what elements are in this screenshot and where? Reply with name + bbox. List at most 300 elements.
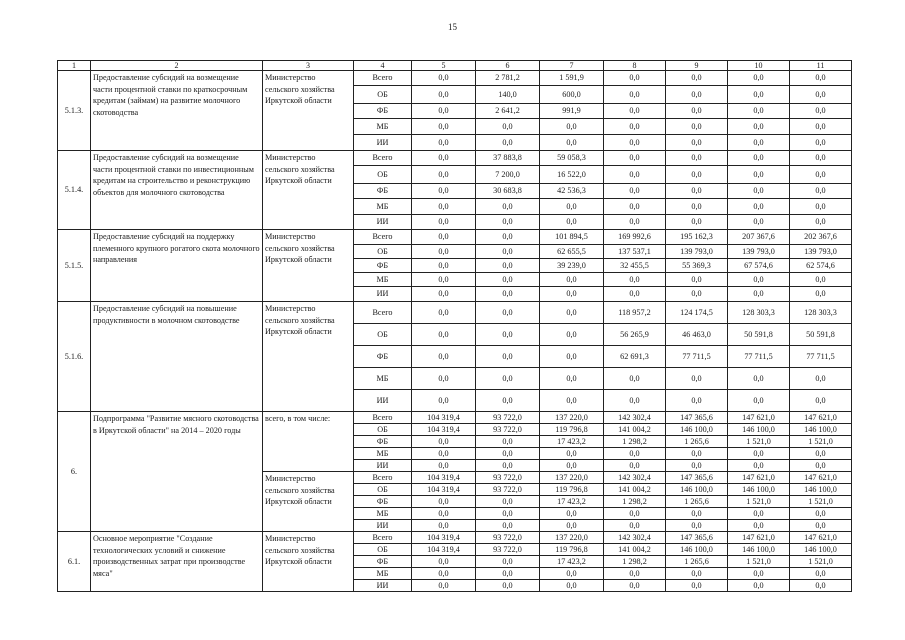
amount-cell: 0,0 (540, 215, 604, 230)
funding-source: ОБ (354, 424, 412, 436)
amount-cell: 0,0 (790, 580, 852, 592)
amount-cell: 141 004,2 (604, 544, 666, 556)
amount-cell: 101 894,5 (540, 230, 604, 245)
amount-cell: 0,0 (412, 520, 476, 532)
amount-cell: 0,0 (412, 119, 476, 135)
amount-cell: 7 200,0 (476, 166, 540, 184)
amount-cell: 0,0 (604, 508, 666, 520)
amount-cell: 139 793,0 (666, 245, 728, 259)
amount-cell: 0,0 (728, 71, 790, 86)
amount-cell: 0,0 (728, 273, 790, 287)
amount-cell: 2 781,2 (476, 71, 540, 86)
amount-cell: 137 220,0 (540, 532, 604, 544)
amount-cell: 93 722,0 (476, 484, 540, 496)
amount-cell: 104 319,4 (412, 424, 476, 436)
amount-cell: 104 319,4 (412, 484, 476, 496)
amount-cell: 169 992,6 (604, 230, 666, 245)
amount-cell: 0,0 (540, 135, 604, 151)
executor: Министерство сельского хозяйства Иркутской области (263, 230, 354, 302)
amount-cell: 0,0 (412, 259, 476, 273)
amount-cell: 140,0 (476, 86, 540, 104)
executor: Министерство сельского хозяйства Иркутской области (263, 532, 354, 592)
amount-cell: 0,0 (604, 184, 666, 199)
amount-cell: 1 521,0 (728, 556, 790, 568)
funding-source: ИИ (354, 135, 412, 151)
amount-cell: 0,0 (604, 390, 666, 412)
amount-cell: 0,0 (476, 287, 540, 302)
amount-cell: 93 722,0 (476, 424, 540, 436)
funding-source: ОБ (354, 484, 412, 496)
amount-cell: 0,0 (412, 184, 476, 199)
amount-cell: 0,0 (476, 135, 540, 151)
amount-cell: 0,0 (604, 273, 666, 287)
amount-cell: 50 591,8 (728, 324, 790, 346)
amount-cell: 147 365,6 (666, 412, 728, 424)
amount-cell: 1 265,6 (666, 436, 728, 448)
amount-cell: 56 265,9 (604, 324, 666, 346)
item-description: Предоставление субсидий на повышение продуктивности в молочном скотоводстве (91, 302, 263, 412)
amount-cell: 0,0 (666, 580, 728, 592)
amount-cell: 16 522,0 (540, 166, 604, 184)
amount-cell: 0,0 (604, 580, 666, 592)
amount-cell: 0,0 (540, 324, 604, 346)
amount-cell: 147 621,0 (728, 412, 790, 424)
item-number: 5.1.5. (58, 230, 91, 302)
amount-cell: 0,0 (790, 151, 852, 166)
amount-cell: 104 319,4 (412, 412, 476, 424)
amount-cell: 0,0 (790, 104, 852, 119)
funding-source: Всего (354, 71, 412, 86)
amount-cell: 0,0 (412, 199, 476, 215)
amount-cell: 146 100,0 (728, 424, 790, 436)
amount-cell: 0,0 (540, 273, 604, 287)
amount-cell: 0,0 (412, 436, 476, 448)
amount-cell: 0,0 (412, 460, 476, 472)
amount-cell: 0,0 (604, 151, 666, 166)
column-header: 4 (354, 61, 412, 71)
amount-cell: 0,0 (728, 508, 790, 520)
amount-cell: 128 303,3 (728, 302, 790, 324)
amount-cell: 0,0 (728, 215, 790, 230)
funding-source: МБ (354, 508, 412, 520)
amount-cell: 0,0 (728, 460, 790, 472)
amount-cell: 0,0 (666, 390, 728, 412)
amount-cell: 0,0 (666, 71, 728, 86)
funding-source: ИИ (354, 215, 412, 230)
column-header: 5 (412, 61, 476, 71)
item-number: 6.1. (58, 532, 91, 592)
amount-cell: 118 957,2 (604, 302, 666, 324)
amount-cell: 207 367,6 (728, 230, 790, 245)
amount-cell: 119 796,8 (540, 544, 604, 556)
amount-cell: 104 319,4 (412, 472, 476, 484)
amount-cell: 55 369,3 (666, 259, 728, 273)
amount-cell: 0,0 (666, 86, 728, 104)
funding-source: ИИ (354, 580, 412, 592)
funding-source: МБ (354, 368, 412, 390)
amount-cell: 0,0 (666, 135, 728, 151)
amount-cell: 0,0 (604, 215, 666, 230)
amount-cell: 0,0 (540, 448, 604, 460)
column-header: 2 (91, 61, 263, 71)
amount-cell: 0,0 (476, 302, 540, 324)
amount-cell: 0,0 (540, 390, 604, 412)
amount-cell: 142 302,4 (604, 532, 666, 544)
amount-cell: 0,0 (476, 508, 540, 520)
amount-cell: 104 319,4 (412, 544, 476, 556)
amount-cell: 146 100,0 (666, 544, 728, 556)
amount-cell: 0,0 (412, 568, 476, 580)
amount-cell: 0,0 (476, 368, 540, 390)
amount-cell: 0,0 (412, 71, 476, 86)
funding-source: МБ (354, 199, 412, 215)
executor: Министерство сельского хозяйства Иркутской области (263, 71, 354, 151)
amount-cell: 0,0 (476, 496, 540, 508)
amount-cell: 77 711,5 (790, 346, 852, 368)
amount-cell: 0,0 (666, 199, 728, 215)
page-number: 15 (448, 22, 457, 32)
amount-cell: 0,0 (412, 580, 476, 592)
amount-cell: 0,0 (412, 215, 476, 230)
amount-cell: 0,0 (412, 135, 476, 151)
amount-cell: 0,0 (412, 166, 476, 184)
amount-cell: 0,0 (476, 568, 540, 580)
amount-cell: 0,0 (604, 368, 666, 390)
amount-cell: 2 641,2 (476, 104, 540, 119)
amount-cell: 0,0 (476, 324, 540, 346)
amount-cell: 1 298,2 (604, 436, 666, 448)
item-description: Основное мероприятие "Создание технологических условий и снижение производственных затрат при производстве мяса" (91, 532, 263, 592)
amount-cell: 0,0 (728, 151, 790, 166)
amount-cell: 119 796,8 (540, 424, 604, 436)
amount-cell: 146 100,0 (790, 484, 852, 496)
amount-cell: 93 722,0 (476, 472, 540, 484)
amount-cell: 139 793,0 (790, 245, 852, 259)
table-row (58, 412, 852, 424)
amount-cell: 0,0 (790, 390, 852, 412)
amount-cell: 0,0 (540, 368, 604, 390)
amount-cell: 0,0 (476, 199, 540, 215)
amount-cell: 0,0 (728, 520, 790, 532)
amount-cell: 0,0 (412, 324, 476, 346)
amount-cell: 0,0 (476, 580, 540, 592)
amount-cell: 0,0 (412, 508, 476, 520)
amount-cell: 0,0 (476, 245, 540, 259)
amount-cell: 0,0 (728, 199, 790, 215)
amount-cell: 0,0 (728, 104, 790, 119)
funding-source: ИИ (354, 390, 412, 412)
funding-source: МБ (354, 119, 412, 135)
amount-cell: 1 265,6 (666, 496, 728, 508)
amount-cell: 0,0 (476, 390, 540, 412)
amount-cell: 0,0 (604, 166, 666, 184)
amount-cell: 0,0 (412, 273, 476, 287)
amount-cell: 0,0 (728, 184, 790, 199)
amount-cell: 59 058,3 (540, 151, 604, 166)
amount-cell: 62 691,3 (604, 346, 666, 368)
funding-source: МБ (354, 448, 412, 460)
amount-cell: 0,0 (666, 460, 728, 472)
amount-cell: 1 521,0 (790, 436, 852, 448)
amount-cell: 0,0 (728, 135, 790, 151)
amount-cell: 0,0 (412, 302, 476, 324)
funding-source: ИИ (354, 287, 412, 302)
amount-cell: 0,0 (476, 215, 540, 230)
amount-cell: 0,0 (412, 86, 476, 104)
amount-cell: 0,0 (604, 460, 666, 472)
amount-cell: 0,0 (666, 151, 728, 166)
table-row (58, 302, 852, 324)
amount-cell: 0,0 (412, 390, 476, 412)
column-header: 6 (476, 61, 540, 71)
amount-cell: 0,0 (728, 448, 790, 460)
funding-source: ФБ (354, 436, 412, 448)
amount-cell: 600,0 (540, 86, 604, 104)
amount-cell: 0,0 (540, 302, 604, 324)
amount-cell: 0,0 (412, 230, 476, 245)
amount-cell: 0,0 (666, 568, 728, 580)
amount-cell: 147 621,0 (790, 412, 852, 424)
amount-cell: 0,0 (540, 460, 604, 472)
funding-source: ФБ (354, 184, 412, 199)
amount-cell: 93 722,0 (476, 544, 540, 556)
amount-cell: 0,0 (666, 215, 728, 230)
column-header: 1 (58, 61, 91, 71)
amount-cell: 0,0 (540, 520, 604, 532)
amount-cell: 0,0 (666, 520, 728, 532)
amount-cell: 0,0 (790, 71, 852, 86)
funding-source: ОБ (354, 324, 412, 346)
table-row (58, 230, 852, 245)
funding-source: ОБ (354, 86, 412, 104)
amount-cell: 0,0 (476, 460, 540, 472)
amount-cell: 0,0 (666, 287, 728, 302)
executor: Министерство сельского хозяйства Иркутской области (263, 151, 354, 230)
amount-cell: 0,0 (790, 368, 852, 390)
amount-cell: 0,0 (728, 86, 790, 104)
amount-cell: 146 100,0 (666, 424, 728, 436)
amount-cell: 137 537,1 (604, 245, 666, 259)
funding-source: МБ (354, 273, 412, 287)
amount-cell: 32 455,5 (604, 259, 666, 273)
amount-cell: 0,0 (412, 346, 476, 368)
amount-cell: 0,0 (790, 520, 852, 532)
amount-cell: 146 100,0 (728, 544, 790, 556)
amount-cell: 0,0 (790, 508, 852, 520)
amount-cell: 0,0 (790, 273, 852, 287)
funding-source: ОБ (354, 245, 412, 259)
amount-cell: 1 298,2 (604, 556, 666, 568)
amount-cell: 0,0 (476, 436, 540, 448)
amount-cell: 0,0 (412, 556, 476, 568)
amount-cell: 137 220,0 (540, 472, 604, 484)
amount-cell: 0,0 (604, 71, 666, 86)
amount-cell: 0,0 (666, 166, 728, 184)
column-header: 9 (666, 61, 728, 71)
amount-cell: 0,0 (790, 287, 852, 302)
amount-cell: 0,0 (604, 448, 666, 460)
funding-source: ФБ (354, 104, 412, 119)
amount-cell: 1 298,2 (604, 496, 666, 508)
amount-cell: 0,0 (728, 568, 790, 580)
amount-cell: 1 521,0 (728, 436, 790, 448)
funding-source: Всего (354, 532, 412, 544)
amount-cell: 0,0 (790, 448, 852, 460)
amount-cell: 0,0 (476, 346, 540, 368)
amount-cell: 0,0 (476, 520, 540, 532)
amount-cell: 93 722,0 (476, 412, 540, 424)
amount-cell: 0,0 (728, 119, 790, 135)
amount-cell: 0,0 (666, 104, 728, 119)
executor: Министерство сельского хозяйства Иркутской области (263, 302, 354, 412)
amount-cell: 77 711,5 (666, 346, 728, 368)
amount-cell: 0,0 (790, 568, 852, 580)
item-number: 5.1.6. (58, 302, 91, 412)
amount-cell: 0,0 (790, 166, 852, 184)
amount-cell: 0,0 (476, 448, 540, 460)
amount-cell: 0,0 (604, 135, 666, 151)
amount-cell: 77 711,5 (728, 346, 790, 368)
amount-cell: 147 365,6 (666, 472, 728, 484)
amount-cell: 62 574,6 (790, 259, 852, 273)
amount-cell: 0,0 (790, 135, 852, 151)
amount-cell: 0,0 (412, 245, 476, 259)
amount-cell: 146 100,0 (790, 544, 852, 556)
amount-cell: 0,0 (476, 119, 540, 135)
funding-source: Всего (354, 472, 412, 484)
funding-source: ОБ (354, 544, 412, 556)
amount-cell: 37 883,8 (476, 151, 540, 166)
amount-cell: 146 100,0 (728, 484, 790, 496)
item-description: Предоставление субсидий на поддержку племенного крупного рогатого скота молочного направления (91, 230, 263, 302)
amount-cell: 93 722,0 (476, 532, 540, 544)
item-number: 6. (58, 412, 91, 532)
amount-cell: 128 303,3 (790, 302, 852, 324)
amount-cell: 17 423,2 (540, 496, 604, 508)
amount-cell: 139 793,0 (728, 245, 790, 259)
table-row (58, 151, 852, 166)
column-header: 11 (790, 61, 852, 71)
funding-source: Всего (354, 151, 412, 166)
amount-cell: 0,0 (412, 287, 476, 302)
amount-cell: 0,0 (412, 151, 476, 166)
amount-cell: 147 365,6 (666, 532, 728, 544)
amount-cell: 147 621,0 (790, 472, 852, 484)
amount-cell: 39 239,0 (540, 259, 604, 273)
amount-cell: 0,0 (728, 287, 790, 302)
amount-cell: 142 302,4 (604, 472, 666, 484)
amount-cell: 17 423,2 (540, 436, 604, 448)
funding-source: ФБ (354, 556, 412, 568)
table-row (58, 71, 852, 86)
item-description: Предоставление субсидий на возмещение части процентной ставки по краткосрочным кредитам (займам) на развитие молочного скотоводства (91, 71, 263, 151)
amount-cell: 0,0 (790, 119, 852, 135)
amount-cell: 104 319,4 (412, 532, 476, 544)
table-body (58, 61, 852, 592)
funding-source: Всего (354, 230, 412, 245)
item-description: Подпрограмма "Развитие мясного скотоводства в Иркутской области" на 2014 – 2020 годы (91, 412, 263, 532)
amount-cell: 0,0 (476, 259, 540, 273)
amount-cell: 67 574,6 (728, 259, 790, 273)
amount-cell: 1 521,0 (790, 556, 852, 568)
amount-cell: 0,0 (790, 199, 852, 215)
amount-cell: 0,0 (728, 390, 790, 412)
funding-source: ФБ (354, 259, 412, 273)
amount-cell: 0,0 (666, 119, 728, 135)
amount-cell: 147 621,0 (728, 532, 790, 544)
funding-source: ИИ (354, 460, 412, 472)
amount-cell: 0,0 (666, 273, 728, 287)
funding-source: Всего (354, 412, 412, 424)
amount-cell: 30 683,8 (476, 184, 540, 199)
amount-cell: 0,0 (604, 104, 666, 119)
column-number-header (58, 61, 852, 71)
amount-cell: 0,0 (540, 346, 604, 368)
amount-cell: 0,0 (540, 119, 604, 135)
amount-cell: 42 536,3 (540, 184, 604, 199)
amount-cell: 0,0 (540, 568, 604, 580)
item-number: 5.1.4. (58, 151, 91, 230)
item-number: 5.1.3. (58, 71, 91, 151)
amount-cell: 0,0 (790, 184, 852, 199)
amount-cell: 0,0 (476, 556, 540, 568)
amount-cell: 46 463,0 (666, 324, 728, 346)
amount-cell: 0,0 (604, 520, 666, 532)
amount-cell: 0,0 (412, 448, 476, 460)
column-header: 7 (540, 61, 604, 71)
amount-cell: 0,0 (604, 568, 666, 580)
amount-cell: 0,0 (604, 86, 666, 104)
amount-cell: 50 591,8 (790, 324, 852, 346)
executor: Министерство сельского хозяйства Иркутской области (263, 472, 354, 532)
amount-cell: 0,0 (728, 166, 790, 184)
item-description: Предоставление субсидий на возмещение части процентной ставки по инвестиционным кредитам на строительство и реконструкцию объектов для молочного скотоводства (91, 151, 263, 230)
amount-cell: 137 220,0 (540, 412, 604, 424)
amount-cell: 17 423,2 (540, 556, 604, 568)
amount-cell: 0,0 (790, 86, 852, 104)
amount-cell: 0,0 (412, 368, 476, 390)
amount-cell: 0,0 (666, 184, 728, 199)
amount-cell: 0,0 (540, 287, 604, 302)
amount-cell: 147 621,0 (790, 532, 852, 544)
amount-cell: 1 265,6 (666, 556, 728, 568)
amount-cell: 0,0 (476, 273, 540, 287)
amount-cell: 0,0 (476, 230, 540, 245)
amount-cell: 0,0 (666, 368, 728, 390)
amount-cell: 0,0 (540, 199, 604, 215)
funding-source: МБ (354, 568, 412, 580)
funding-source: Всего (354, 302, 412, 324)
amount-cell: 62 655,5 (540, 245, 604, 259)
amount-cell: 0,0 (540, 508, 604, 520)
amount-cell: 124 174,5 (666, 302, 728, 324)
amount-cell: 146 100,0 (666, 484, 728, 496)
amount-cell: 202 367,6 (790, 230, 852, 245)
amount-cell: 0,0 (728, 368, 790, 390)
amount-cell: 0,0 (790, 460, 852, 472)
amount-cell: 0,0 (540, 580, 604, 592)
amount-cell: 146 100,0 (790, 424, 852, 436)
amount-cell: 0,0 (666, 508, 728, 520)
amount-cell: 0,0 (412, 104, 476, 119)
amount-cell: 141 004,2 (604, 484, 666, 496)
amount-cell: 195 162,3 (666, 230, 728, 245)
amount-cell: 1 591,9 (540, 71, 604, 86)
amount-cell: 142 302,4 (604, 412, 666, 424)
budget-table (57, 60, 852, 592)
amount-cell: 141 004,2 (604, 424, 666, 436)
amount-cell: 0,0 (412, 496, 476, 508)
